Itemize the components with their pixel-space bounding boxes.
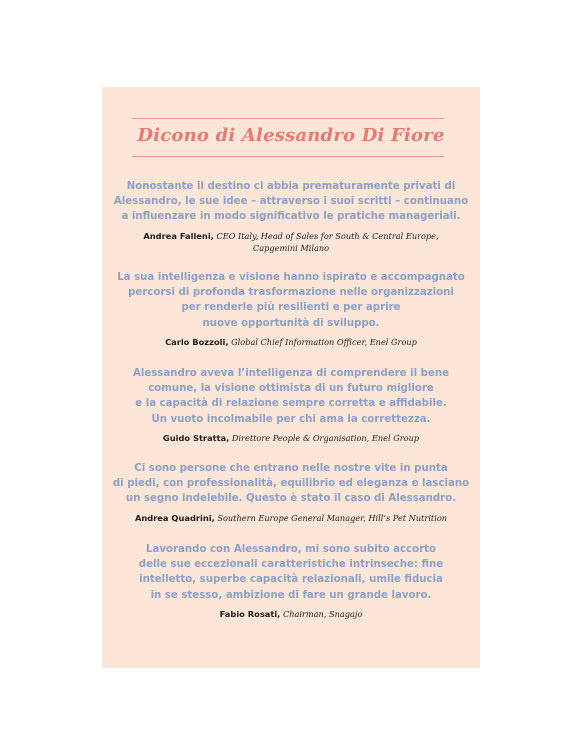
testimonial-3 — [102, 366, 480, 444]
quote-line: nuove opportunità di sviluppo. — [202, 317, 380, 329]
quote-line: Alessandro aveva l’intelligenza di comprendere il bene — [132, 368, 450, 379]
testimonial-quote — [102, 461, 480, 507]
author-line — [102, 230, 480, 242]
testimonial-author — [102, 512, 480, 524]
author-role: Direttore People & Organisation, Enel Group — [231, 432, 420, 443]
testimonial-author — [102, 432, 480, 444]
author-name: Fabio Rosati, — [219, 608, 281, 619]
quote-line: intelletto, superbe capacità relazionali, umile fiducia — [139, 574, 443, 586]
testimonial-2 — [102, 270, 480, 348]
author-role: Chairman, Snagajo — [282, 608, 363, 619]
title-rule-top — [132, 118, 444, 119]
quote-line: Ci sono persone che entrano nelle nostre vite in punta — [134, 463, 448, 474]
quote-line: Lavorando con Alessandro, mi sono subito accorto — [146, 544, 436, 555]
testimonial-1 — [102, 179, 480, 254]
testimonial-author — [102, 336, 480, 348]
quote-line: di piedi, con professionalità, equilibrio ed eleganza e lasciano — [112, 478, 470, 490]
testimonial-author — [102, 230, 480, 254]
page-title: Dicono di Alessandro Di Fiore — [137, 125, 445, 146]
quote-line: per renderle più resilienti e per aprire — [181, 302, 401, 314]
quote-line: in se stesso, ambizione di fare un grande lavoro. — [150, 589, 432, 601]
testimonial-5 — [102, 542, 480, 620]
author-line — [102, 608, 480, 620]
author-line — [102, 336, 480, 348]
quote-line: Alessandro, le sue idee – attraverso i suoi scritti – continuano — [113, 196, 469, 208]
quote-line: La sua intelligenza e visione hanno ispirato e accompagnato — [117, 272, 465, 283]
testimonial-quote — [102, 270, 480, 331]
author-role: Capgemini Milano — [252, 242, 330, 253]
quote-line: un segno indelebile. Questo è stato il caso di Alessandro. — [125, 493, 457, 505]
testimonial-4 — [102, 461, 480, 524]
quote-line: delle sue eccezionali caratteristiche intrinseche: fine — [138, 559, 444, 571]
testimonial-quote — [102, 366, 480, 427]
author-role: Southern Europe General Manager, Hill’s Pet Nutrition — [217, 512, 448, 523]
author-line — [102, 512, 480, 524]
title-rule-bottom — [132, 156, 444, 157]
quote-line: Nonostante il destino ci abbia prematuramente privati di — [126, 181, 456, 192]
quote-line: a influenzare in modo significativo le pratiche manageriali. — [121, 211, 461, 223]
author-name: Carlo Bozzoli, — [165, 336, 229, 347]
testimonial-quote — [102, 542, 480, 603]
quote-line: Un vuoto incolmabile per chi ama la correttezza. — [151, 413, 431, 425]
testimonial-quote — [102, 179, 480, 225]
quote-line: e la capacità di relazione sempre corretta e affidabile. — [135, 398, 447, 410]
author-line — [102, 432, 480, 444]
author-role: CEO Italy, Head of Sales for South & Central Europe, — [216, 230, 439, 241]
author-name: Andrea Quadrini, — [134, 512, 215, 523]
quote-line: comune, la visione ottimista di un futuro migliore — [148, 383, 434, 395]
author-name: Andrea Falleni, — [143, 230, 214, 241]
author-name: Guido Stratta, — [162, 432, 230, 443]
book-page — [102, 87, 480, 668]
testimonial-author — [102, 608, 480, 620]
quote-line: percorsi di profonda trasformazione nelle organizzazioni — [128, 287, 454, 299]
author-role: Global Chief Information Officer, Enel Group — [231, 336, 417, 347]
